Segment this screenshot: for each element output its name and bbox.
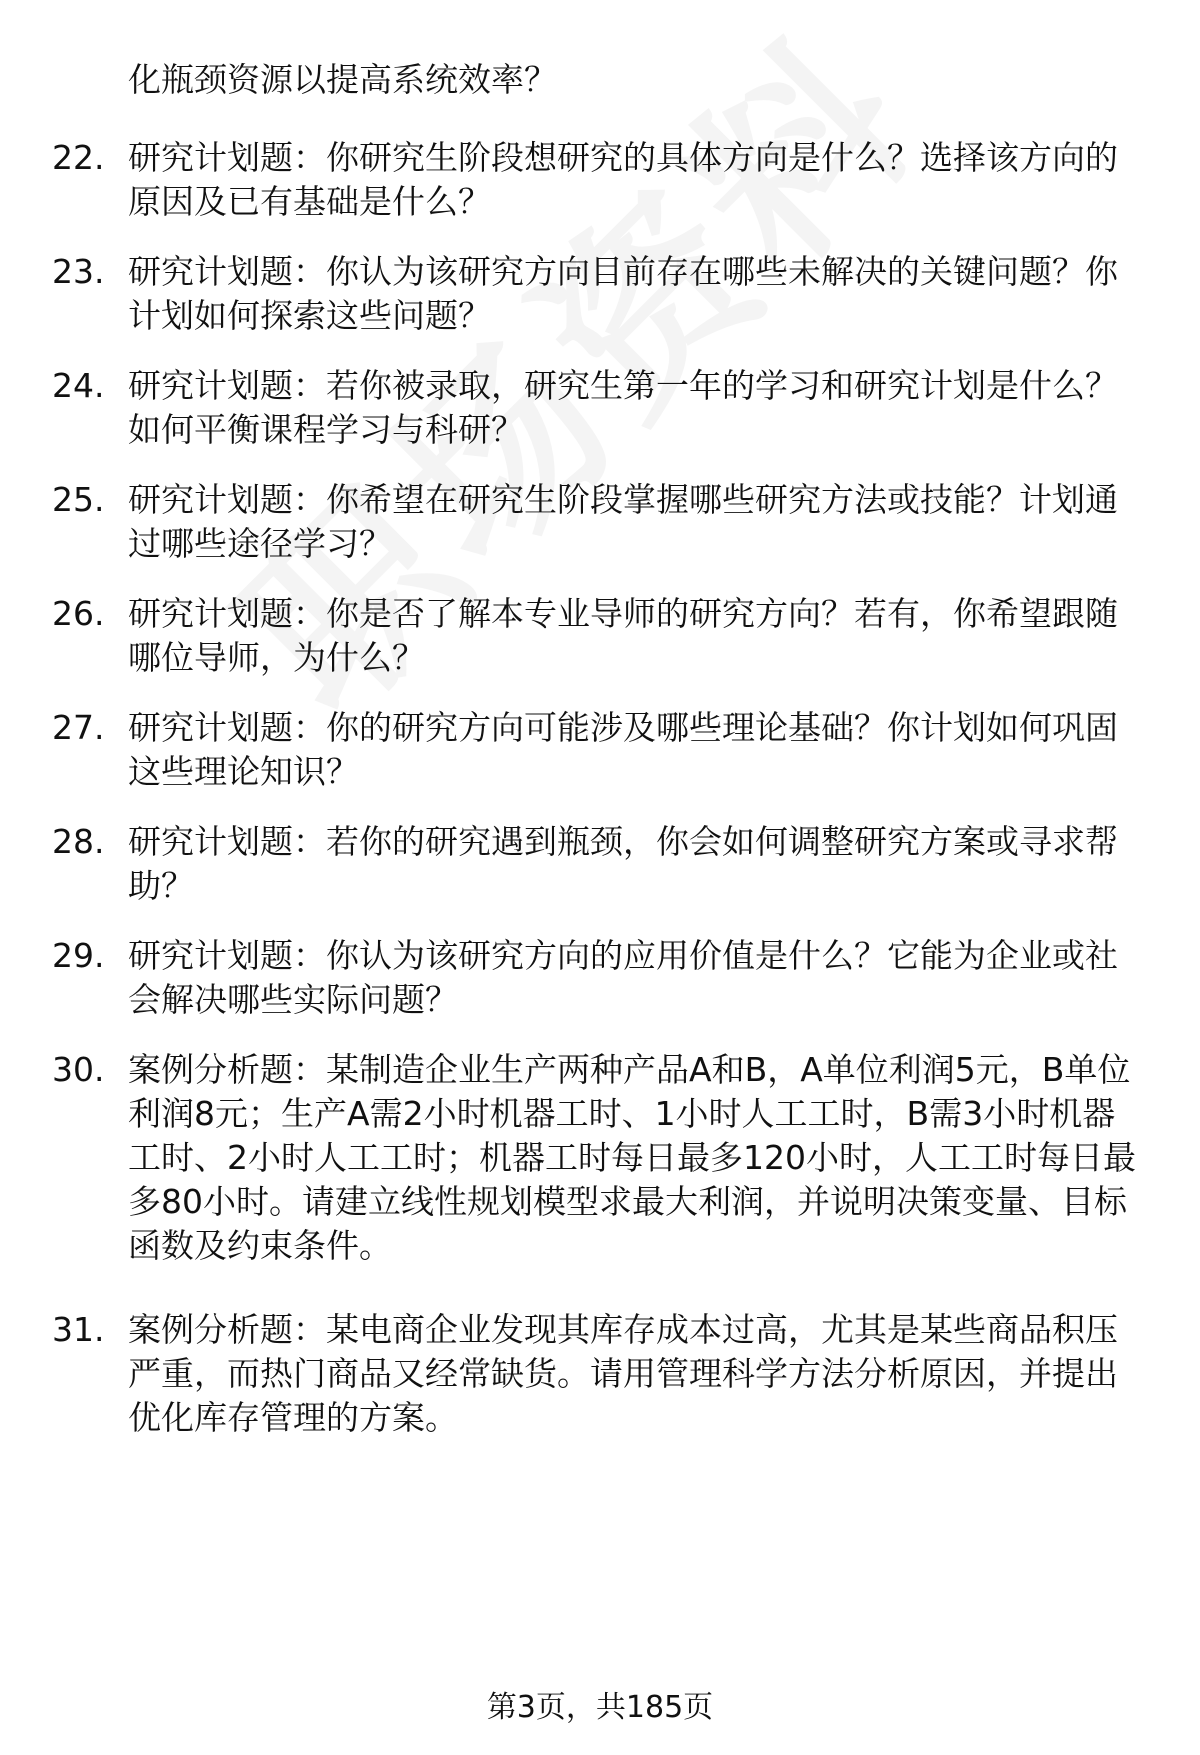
question-text: 研究计划题：你的研究方向可能涉及哪些理论基础？你计划如何巩固这些理论知识？ (128, 708, 1118, 791)
question-text: 案例分析题：某制造企业生产两种产品A和B，A单位利润5元，B单位利润8元；生产A需2小时机器工时、1小时人工工时，B需3小时机器工时、2小时人工工时；机器工时每日最多120小时，人工工时每日最多80小时。请建立线性规划模型求最大利润，并说明决策变量、目标函数及约束条件。 (128, 1050, 1136, 1265)
question-number: 30. (52, 1050, 105, 1089)
question-text: 研究计划题：你研究生阶段想研究的具体方向是什么？选择该方向的原因及已有基础是什么？ (128, 138, 1118, 221)
question-number: 26. (52, 594, 105, 633)
question-number: 22. (52, 138, 105, 177)
question-text: 案例分析题：某电商企业发现其库存成本过高，尤其是某些商品积压严重，而热门商品又经常缺货。请用管理科学方法分析原因，并提出优化库存管理的方案。 (128, 1310, 1118, 1437)
question-number: 23. (52, 252, 105, 291)
question-number: 31. (52, 1310, 105, 1349)
question-text: 研究计划题：你认为该研究方向目前存在哪些未解决的关键问题？你计划如何探索这些问题？ (128, 252, 1118, 335)
continued-question-text: 化瓶颈资源以提高系统效率？ (128, 60, 557, 99)
question-number: 24. (52, 366, 105, 405)
question-text: 研究计划题：若你被录取，研究生第一年的学习和研究计划是什么？如何平衡课程学习与科研？ (128, 366, 1118, 449)
question-text: 研究计划题：你认为该研究方向的应用价值是什么？它能为企业或社会解决哪些实际问题？ (128, 936, 1118, 1019)
question-number: 29. (52, 936, 105, 975)
question-text: 研究计划题：若你的研究遇到瓶颈，你会如何调整研究方案或寻求帮助？ (128, 822, 1118, 905)
question-number: 27. (52, 708, 105, 747)
question-text: 研究计划题：你是否了解本专业导师的研究方向？若有，你希望跟随哪位导师，为什么？ (128, 594, 1118, 677)
page-footer: 第3页，共185页 (486, 1690, 714, 1725)
question-number: 28. (52, 822, 105, 861)
question-text: 研究计划题：你希望在研究生阶段掌握哪些研究方法或技能？计划通过哪些途径学习？ (128, 480, 1118, 563)
question-number: 25. (52, 480, 105, 519)
